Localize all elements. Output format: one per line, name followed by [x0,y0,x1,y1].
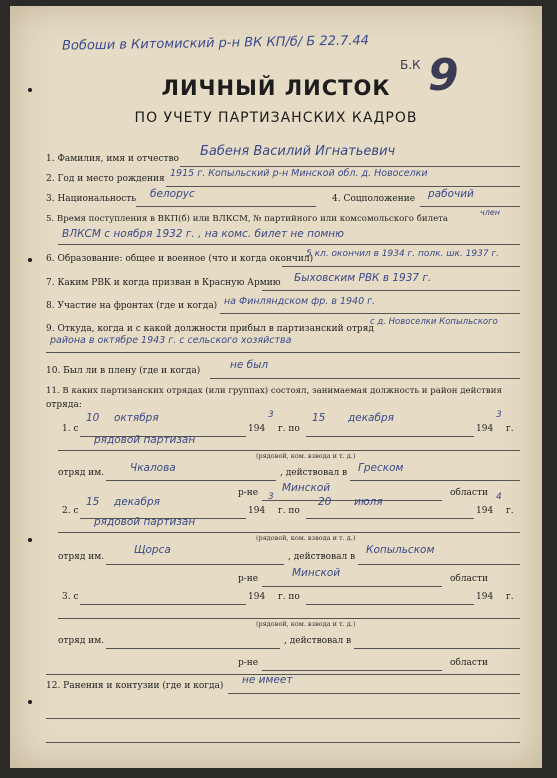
field-12-line [228,693,520,694]
field-12-extra-line-2 [46,742,520,743]
field-4-value: рабочий [428,188,474,200]
field-7-line [262,290,520,291]
field-8-label: 8. Участие на фронтах (где и когда) [46,301,218,311]
service-3-from-line [80,604,246,605]
service-2-acted-label: , действовал в [288,552,356,562]
field-11-label: 11. В каких партизанских отрядах (или группах) состоял, занимаемая должность и район действия [46,386,502,396]
binding-hole [28,700,32,704]
field-3-line [136,206,316,207]
service-3-unit-label: отряд им. [58,636,105,646]
service-2-year-from: 3 [268,492,274,502]
service-2-region-label: области [450,574,488,584]
service-2-month-to: июля [354,496,383,508]
service-1-day-to: 15 [312,412,326,424]
field-7-value: Быховским РВК в 1937 г. [294,272,432,284]
stamp-small-note: Б.К [400,58,421,72]
field-6-line [282,266,520,267]
service-1-region-label: области [450,488,488,498]
service-2-year-from-prefix: 194 [248,506,266,516]
service-3-unit-line [106,648,280,649]
service-1-unit-label: отряд им. [58,468,105,478]
binding-hole [28,538,32,542]
service-2-to-line [306,518,474,519]
field-9-label: 9. Откуда, когда и с какой должности прибыл в партизанский отряд [46,324,374,334]
service-2-year-to-prefix: 194 [476,506,494,516]
service-1-district: Греском [358,462,404,474]
service-2-year-to: 4 [496,492,502,502]
binding-hole [28,258,32,262]
field-4-line [420,206,520,207]
service-1-role: рядовой партизан [94,434,196,446]
service-2-role: рядовой партизан [94,516,196,528]
service-1-region-line [262,500,442,501]
service-1-year-suffix: г. [506,424,514,434]
field-2-label: 2. Год и место рождения [46,174,165,184]
service-2-month-from: декабря [114,496,160,508]
service-2-number: 2. с [62,506,79,516]
document-title: ЛИЧНЫЙ ЛИСТОК [161,76,391,100]
service-1-unit: Чкалова [130,462,176,474]
service-1-month-from: октября [114,412,159,424]
handwritten-number: 9 [428,50,459,101]
service-1-year-from: 3 [268,410,274,420]
field-6-label: 6. Образование: общее и военное (что и когда окончил) [46,254,314,264]
field-1-line [180,166,520,167]
service-1-year-to-prefix: 194 [476,424,494,434]
service-3-district-label: р-не [238,658,259,668]
service-1-unit-line [106,480,276,481]
field-4-label: 4. Соцположение [332,194,416,204]
service-3-acted-label: , действовал в [284,636,352,646]
service-3-year-from-prefix: 194 [248,592,266,602]
service-3-to-label: г. по [278,592,300,602]
service-2-unit-line [106,564,284,565]
service-2-role-hint: (рядовой, ком. взвода и т. д.) [256,534,356,542]
field-5-value-b: ВЛКСМ с ноября 1932 г. , на комс. билет не помню [62,228,344,240]
field-3-label: 3. Национальность [46,194,137,204]
service-1-district-line [350,480,520,481]
service-2-district-label: р-не [238,574,259,584]
service-1-district-label: р-не [238,488,259,498]
service-2-day-from: 15 [86,496,100,508]
service-1-number: 1. с [62,424,79,434]
field-8-line [220,313,520,314]
field-1-label: 1. Фамилия, имя и отчество [46,154,179,164]
service-1-to-label: г. по [278,424,300,434]
service-3-year-suffix: г. [506,592,514,602]
service-2-to-label: г. по [278,506,300,516]
service-3-number: 3. с [62,592,79,602]
service-1-role-hint: (рядовой, ком. взвода и т. д.) [256,452,356,460]
service-3-region-line [262,670,442,671]
service-1-year-to: 3 [496,410,502,420]
field-9-value-a: с д. Новоселки Копыльского [370,317,498,327]
service-1-month-to: декабря [348,412,394,424]
service-2-region-line [262,586,442,587]
service-1-acted-label: , действовал в [280,468,348,478]
service-2-unit-label: отряд им. [58,552,105,562]
field-9-line [46,352,520,353]
service-2-year-suffix: г. [506,506,514,516]
service-2-district: Копыльском [366,544,435,556]
binding-hole [28,88,32,92]
field-11-label-b: отряда: [46,400,82,410]
document-sheet [10,6,542,768]
field-3-value: белорус [150,188,195,200]
service-3-district-line [354,648,520,649]
field-5-value-a: член [480,208,500,217]
service-3-year-to-prefix: 194 [476,592,494,602]
field-1-value: Бабеня Василий Игнатьевич [200,144,396,159]
field-2-line [166,186,520,187]
field-12-label: 12. Ранения и контузии (где и когда) [46,681,224,691]
field-8-value: на Финляндском фр. в 1940 г. [224,296,376,307]
service-1-region: Минской [282,482,331,494]
service-2-unit: Щорса [134,544,171,556]
service-1-day-from: 10 [86,412,100,424]
field-5-line [58,244,520,245]
service-3-role-hint: (рядовой, ком. взвода и т. д.) [256,620,356,628]
field-10-value: не был [230,359,269,371]
service-2-day-to: 20 [318,496,332,508]
service-3-role-line [58,618,520,619]
top-handwritten-note: Вобоши в Китомиский р-н ВК КП/б/ Б 22.7.44 [61,33,370,54]
service-1-to-line [306,436,474,437]
service-2-district-line [358,564,520,565]
service-1-role-line [58,450,520,451]
field-5-label: 5. Время поступления в ВКП(б) или ВЛКСМ, № партийного или комсомольского билета [46,214,449,224]
service-2-role-line [58,532,520,533]
document-subtitle: ПО УЧЕТУ ПАРТИЗАНСКИХ КАДРОВ [134,110,418,126]
field-9-value-b: района в октябре 1943 г. с сельского хозяйства [50,335,292,346]
field-2-value: 1915 г. Копыльский р-н Минской обл. д. Новоселки [170,168,428,179]
field-10-label: 10. Был ли в плену (где и когда) [46,366,201,376]
field-7-label: 7. Каким РВК и когда призван в Красную Армию [46,278,281,288]
service-2-region: Минской [292,567,341,579]
field-6-value: 5 кл. окончил в 1934 г. полк. шк. 1937 г. [306,249,500,259]
field-12-value: не имеет [242,674,293,686]
service-3-region-label: области [450,658,488,668]
service-1-year-from-prefix: 194 [248,424,266,434]
field-12-extra-line [46,718,520,719]
service-3-to-line [306,604,474,605]
field-10-line [210,378,520,379]
